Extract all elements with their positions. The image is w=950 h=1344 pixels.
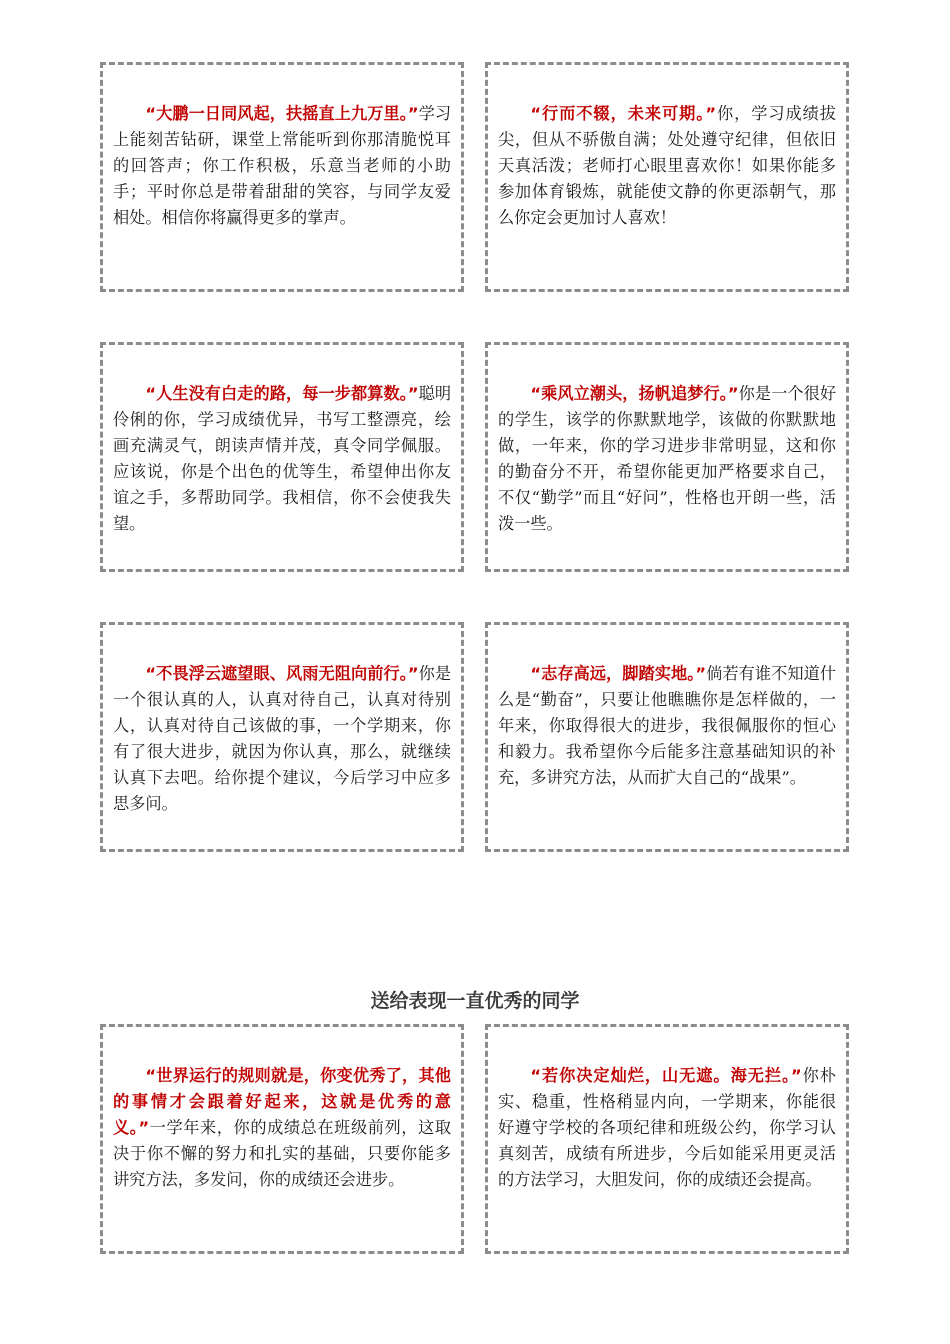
comment-card: [485, 1024, 849, 1254]
card-quote: “志存高远，脚踏实地。”: [530, 664, 707, 683]
section-title: 送给表现一直优秀的同学: [370, 990, 580, 1012]
card-quote: “大鹏一日同风起，扶摇直上九万里。”: [145, 104, 419, 123]
card-body: 你，学习成绩拔尖，但从不骄傲自满；处处遵守纪律，但依旧天真活泼；老师打心眼里喜欢你！如果你能多参加体育锻炼，就能使文静的你更添朝气，那么你定会更加讨人喜欢！: [498, 104, 836, 228]
card-quote: “世界运行的规则就是，你变优秀了，其他的事情才会跟着好起来，这就是优秀的意义。”: [113, 1066, 451, 1138]
comment-card: [485, 62, 849, 292]
card-body: 学习上能刻苦钻研，课堂上常能听到你那清脆悦耳的回答声；你工作积极，乐意当老师的小助手；平时你总是带着甜甜的笑容，与同学友爱相处。相信你将赢得更多的掌声。: [113, 104, 452, 228]
comment-card: [485, 622, 849, 852]
card-body: 聪明伶俐的你，学习成绩优异，书写工整漂亮，绘画充满灵气，朗读声情并茂，真令同学佩服。应该说，你是个出色的优等生，希望伸出你友谊之手，多帮助同学。我相信，你不会使我失望。: [113, 384, 452, 534]
card-quote: “乘风立潮头，扬帆追梦行。”: [530, 384, 739, 403]
card-body: 你是一个很认真的人，认真对待自己，认真对待别人，认真对待自己该做的事，一个学期来，你有了很大进步，就因为你认真，那么，就继续认真下去吧。给你提个建议，今后学习中应多思多问。: [113, 664, 452, 814]
card-body: 你朴实、稳重，性格稍显内向，一学期来，你能很好遵守学校的各项纪律和班级公约，你学习认真刻苦，成绩有所进步，今后如能采用更灵活的方法学习，大胆发问，你的成绩还会提高。: [498, 1066, 836, 1190]
comment-card: [485, 342, 849, 572]
comment-card: [100, 622, 464, 852]
comment-card: [100, 62, 464, 292]
comment-card: [100, 1024, 464, 1254]
card-quote: “若你决定灿烂，山无遮。海无拦。”: [530, 1066, 802, 1085]
card-quote: “不畏浮云遮望眼、风雨无阻向前行。”: [145, 664, 419, 683]
card-quote: “人生没有白走的路，每一步都算数。”: [145, 384, 419, 403]
card-body: 你是一个很好的学生，该学的你默默地学，该做的你默默地做，一年来，你的学习进步非常明显，这和你的勤奋分不开，希望你能更加严格要求自己，不仅“勤学”而且“好问”，性格也开朗一些，活泼一些。: [498, 384, 837, 534]
card-quote: “行而不辍，未来可期。”: [530, 104, 716, 123]
card-body: 一学年来，你的成绩总在班级前列，这取决于你不懈的努力和扎实的基础，只要你能多讲究方法，多发问，你的成绩还会进步。: [113, 1118, 452, 1190]
comment-card: [100, 342, 464, 572]
card-body: 倘若有谁不知道什么是“勤奋”，只要让他瞧瞧你是怎样做的，一年来，你取得很大的进步，我很佩服你的恒心和毅力。我希望你今后能多注意基础知识的补充，多讲究方法，从而扩大自己的“战果”。: [498, 664, 837, 788]
